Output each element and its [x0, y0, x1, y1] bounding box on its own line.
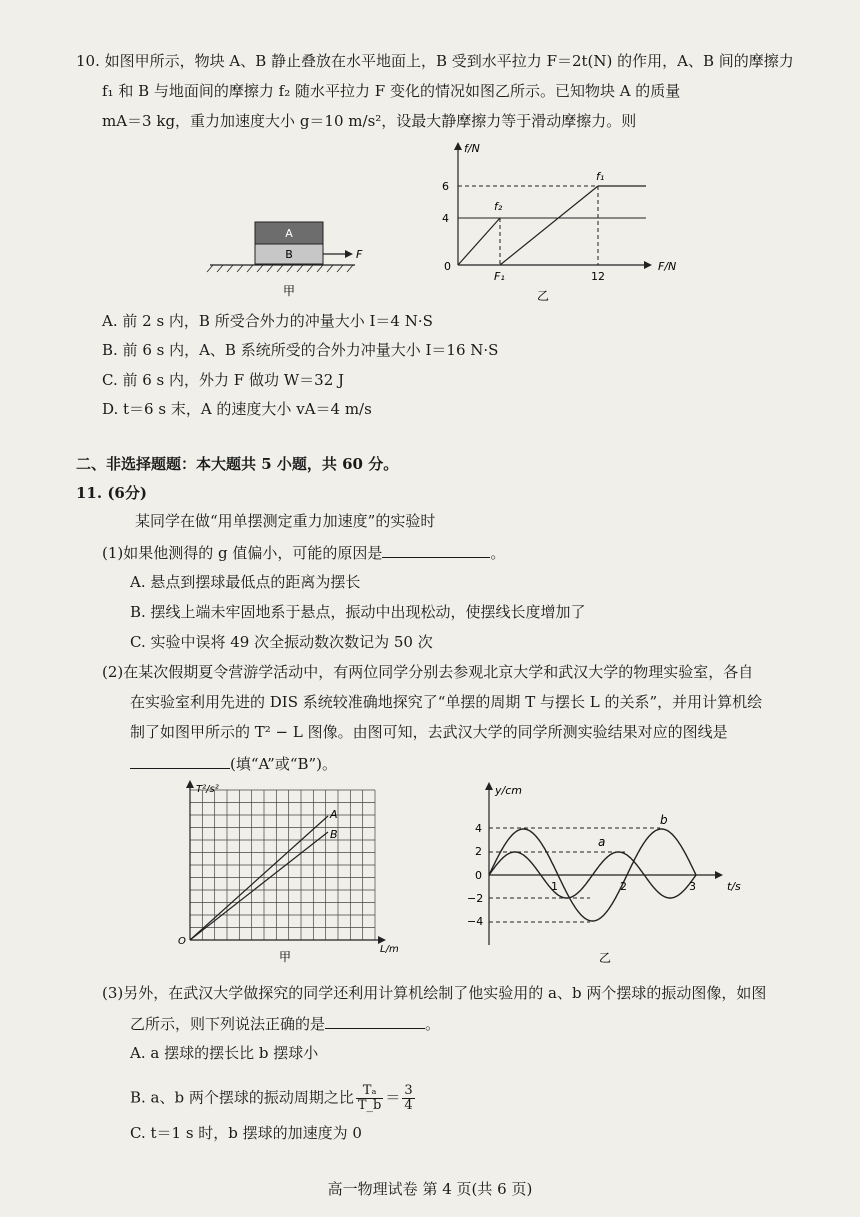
curve-b-label: b — [660, 813, 668, 827]
x-tick-3: 3 — [689, 880, 696, 893]
q10-line2: f₁ 和 B 与地面间的摩擦力 f₂ 随水平拉力 F 变化的情况如图乙所示。已知物块 A 的质量 — [102, 82, 681, 100]
q11-p3-option-a: A. a 摆球的摆长比 b 摆球小 — [130, 1044, 319, 1062]
q11-p1-option-c: C. 实验中误将 49 次全振动数次数记为 50 次 — [130, 633, 433, 651]
x-axis-label: t/s — [727, 880, 741, 893]
q11-p3-line2: 乙所示，则下列说法正确的是 。 — [130, 1012, 440, 1035]
curve-a-label: a — [598, 835, 606, 849]
q10-line3: mA＝3 kg，重力加速度大小 g＝10 m/s²，设最大静摩擦力等于滑动摩擦力。则 — [102, 112, 637, 130]
origin-label: O — [178, 936, 186, 947]
block-b-label: B — [285, 248, 293, 261]
q11-p1-option-b: B. 摆线上端未牢固地系于悬点，振动中出现松动，使摆线长度增加了 — [130, 603, 586, 621]
ratio-value-fraction: $\frac{3}{4}$ — [404, 1083, 413, 1113]
origin-label: 0 — [475, 869, 482, 882]
q11-number: 11. (6分) — [76, 484, 147, 502]
force-label: F — [356, 248, 363, 261]
q10-figure-yi — [428, 140, 688, 305]
q10-line1: 10. 如图甲所示，物块 A、B 静止叠放在水平地面上，B 受到水平拉力 F＝2t(N) 的作用，A、B 间的摩擦力 — [76, 52, 794, 70]
caption-yi: 乙 — [536, 289, 550, 303]
q11-p3-line1: (3)另外，在武汉大学做探究的同学还利用计算机绘制了他实验用的 a、b 两个摆球的振动图像，如图 — [102, 984, 767, 1002]
line-a-label: A — [330, 808, 338, 821]
answer-blank-1[interactable] — [382, 541, 490, 558]
period-ratio-fraction: $\frac{\text{Tₐ}}{T\_b}$ — [357, 1083, 382, 1113]
caption-jia: 甲 — [278, 950, 292, 964]
line-b-label: B — [330, 828, 338, 841]
q11-p2-line2: 在实验室利用先进的 DIS 系统较准确地探究了“单摆的周期 T 与摆长 L 的关系”，并用计算机绘 — [130, 693, 763, 711]
q11-p1-option-a: A. 悬点到摆球最低点的距离为摆长 — [130, 573, 361, 591]
line-a — [190, 816, 328, 940]
x-tick-2: 2 — [620, 880, 627, 893]
x-axis-label: F/N — [658, 260, 677, 273]
q10-figure-jia — [205, 215, 375, 305]
x-tick-F1: F₁ — [494, 270, 505, 283]
y-axis-label: T²/s² — [196, 784, 219, 795]
q10-option-a: A. 前 2 s 内，B 所受合外力的冲量大小 I＝4 N·S — [102, 312, 433, 330]
y-tick-4: 4 — [442, 212, 449, 225]
answer-blank-2[interactable] — [130, 752, 230, 769]
grid-lines — [190, 790, 375, 940]
q11-intro: 某同学在做“用单摆测定重力加速度”的实验时 — [135, 512, 436, 530]
force-arrow-icon — [345, 250, 353, 258]
origin-label: 0 — [444, 260, 451, 273]
curve-f2-label: f₂ — [494, 200, 503, 213]
y-tick-2: 2 — [475, 845, 482, 858]
q11-figure-yi — [455, 780, 755, 965]
y-axis-arrow-icon — [186, 780, 194, 788]
x-axis-label: L/m — [380, 944, 399, 955]
f2-rise-line — [458, 218, 500, 265]
y-tick-neg4: −4 — [467, 915, 484, 928]
block-a-label: A — [285, 227, 293, 240]
x-axis-arrow-icon — [715, 871, 723, 879]
q11-p3-option-b: B. a、b 两个摆球的振动周期之比 $\frac{\text{Tₐ}}{T\_b}$ ＝ $\frac{3}{4}$ — [130, 1083, 413, 1113]
x-axis-arrow-icon — [644, 261, 652, 269]
q11-part1: (1)如果他测得的 g 值偏小，可能的原因是 。 — [102, 541, 505, 564]
x-tick-1: 1 — [551, 880, 558, 893]
q11-p2-line3: 制了如图甲所示的 T² − L 图像。由图可知，去武汉大学的同学所测实验结果对应的图线是 — [130, 723, 728, 741]
y-axis-label: f/N — [464, 142, 480, 155]
q11-p2-line4: (填“A”或“B”)。 — [130, 752, 337, 775]
y-axis-arrow-icon — [485, 782, 493, 790]
caption-yi: 乙 — [598, 951, 612, 965]
y-tick-4: 4 — [475, 822, 482, 835]
section-heading: 二、非选择题题：本大题共 5 小题，共 60 分。 — [76, 455, 399, 473]
q11-p2-line1: (2)在某次假期夏令营游学活动中，有两位同学分别去参观北京大学和武汉大学的物理实验室，各自 — [102, 663, 754, 681]
y-axis-arrow-icon — [454, 142, 462, 150]
page-footer: 高一物理试卷 第 4 页(共 6 页) — [327, 1180, 533, 1198]
x-tick-12: 12 — [591, 270, 605, 283]
y-tick-6: 6 — [442, 180, 449, 193]
answer-blank-3[interactable] — [325, 1012, 425, 1029]
q10-option-d: D. t＝6 s 末，A 的速度大小 vA＝4 m/s — [102, 400, 372, 418]
ground-hatch — [207, 265, 353, 272]
x-axis-arrow-icon — [378, 936, 386, 944]
q10-option-c: C. 前 6 s 内，外力 F 做功 W＝32 J — [102, 371, 345, 389]
curve-f1-label: f₁ — [596, 170, 605, 183]
q11-figure-jia — [170, 780, 400, 965]
q10-option-b: B. 前 6 s 内，A、B 系统所受的合外力冲量大小 I＝16 N·S — [102, 341, 499, 359]
y-axis-label: y/cm — [495, 784, 522, 797]
q11-p3-option-c: C. t＝1 s 时，b 摆球的加速度为 0 — [130, 1124, 362, 1142]
y-tick-neg2: −2 — [467, 892, 484, 905]
f1-rise-line — [500, 186, 598, 265]
line-b — [190, 832, 328, 940]
caption-jia: 甲 — [282, 284, 296, 298]
